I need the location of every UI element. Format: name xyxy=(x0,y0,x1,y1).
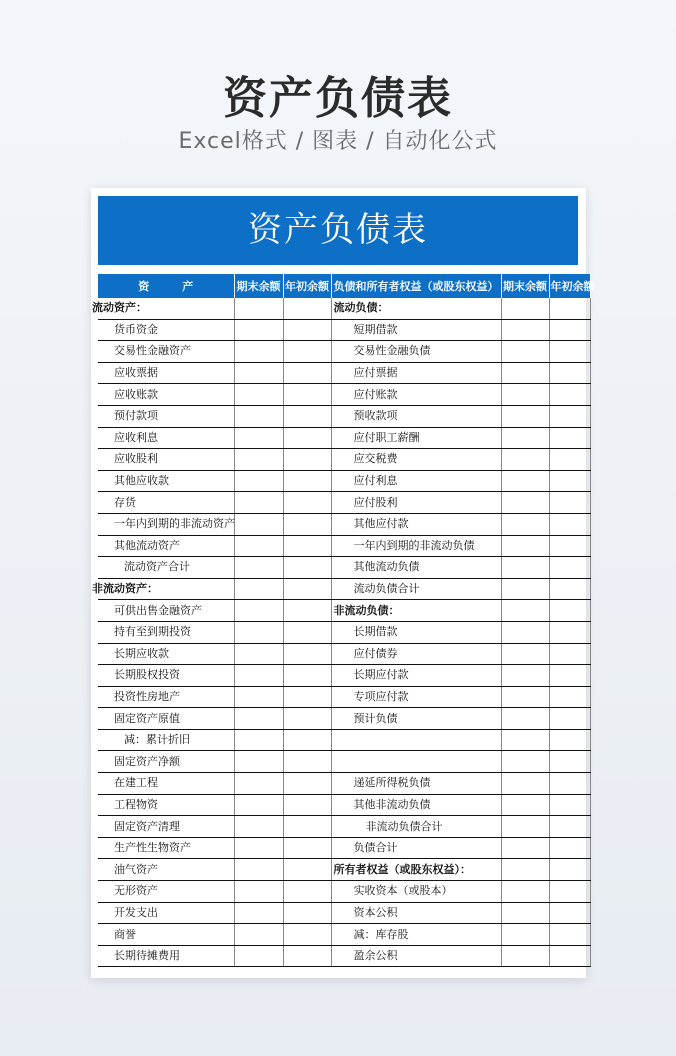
asset-end-balance-cell[interactable] xyxy=(234,362,283,384)
header-row xyxy=(98,274,590,298)
asset-label-cell[interactable]: 工程物资 xyxy=(98,794,234,816)
liability-label-cell[interactable]: 应付股利 xyxy=(331,492,501,514)
table-row xyxy=(98,427,590,449)
asset-label-cell[interactable]: 无形资产 xyxy=(98,881,234,903)
liability-end-balance-cell[interactable] xyxy=(501,708,549,730)
table-row xyxy=(98,794,590,816)
asset-label-cell[interactable]: 在建工程 xyxy=(98,773,234,795)
liability-begin-balance-cell[interactable] xyxy=(549,859,590,881)
liability-end-balance-cell[interactable] xyxy=(501,470,549,492)
asset-label-cell[interactable]: 固定资产清理 xyxy=(98,816,234,838)
liability-label-cell[interactable]: 流动负债合计 xyxy=(331,578,501,600)
asset-begin-balance-cell[interactable] xyxy=(283,513,331,535)
asset-begin-balance-cell[interactable] xyxy=(283,298,331,319)
asset-end-balance-cell[interactable] xyxy=(234,794,283,816)
liability-begin-balance-cell[interactable] xyxy=(549,837,590,859)
header-assets: 资 产 xyxy=(98,274,234,298)
asset-end-balance-cell[interactable] xyxy=(234,686,283,708)
asset-label-cell[interactable]: 长期股权投资 xyxy=(98,665,234,687)
liability-begin-balance-cell[interactable] xyxy=(549,945,590,967)
liability-begin-balance-cell[interactable] xyxy=(549,686,590,708)
liability-label-cell[interactable]: 应交税费 xyxy=(331,449,501,471)
liability-end-balance-cell[interactable] xyxy=(501,405,549,427)
balance-sheet-viewport xyxy=(92,274,595,969)
liability-end-balance-cell[interactable] xyxy=(501,794,549,816)
liability-label-cell[interactable]: 负债合计 xyxy=(331,837,501,859)
sheet-card xyxy=(91,188,595,978)
liability-end-balance-cell[interactable] xyxy=(501,319,549,341)
asset-begin-balance-cell[interactable] xyxy=(283,341,331,363)
asset-begin-balance-cell[interactable] xyxy=(283,729,331,751)
balance-sheet-table xyxy=(92,274,595,967)
liability-end-balance-cell[interactable] xyxy=(501,773,549,795)
table-row xyxy=(98,492,590,514)
liability-begin-balance-cell[interactable] xyxy=(549,578,590,600)
asset-begin-balance-cell[interactable] xyxy=(283,427,331,449)
liability-label-cell[interactable]: 其他非流动负债 xyxy=(331,794,501,816)
table-row xyxy=(98,859,590,881)
table-row xyxy=(98,881,590,903)
asset-label-cell[interactable]: 非流动资产： xyxy=(98,578,234,600)
liability-label-cell[interactable]: 预收款项 xyxy=(331,405,501,427)
asset-begin-balance-cell[interactable] xyxy=(283,470,331,492)
liability-end-balance-cell[interactable] xyxy=(501,427,549,449)
liability-end-balance-cell[interactable] xyxy=(501,881,549,903)
liability-begin-balance-cell[interactable] xyxy=(549,470,590,492)
liability-begin-balance-cell[interactable] xyxy=(549,621,590,643)
liability-label-cell[interactable]: 交易性金融负债 xyxy=(331,341,501,363)
asset-begin-balance-cell[interactable] xyxy=(283,945,331,967)
liability-label-cell[interactable]: 应付债券 xyxy=(331,643,501,665)
asset-label-cell[interactable]: 持有至到期投资 xyxy=(98,621,234,643)
liability-end-balance-cell[interactable] xyxy=(501,341,549,363)
liability-end-balance-cell[interactable] xyxy=(501,362,549,384)
asset-end-balance-cell[interactable] xyxy=(234,816,283,838)
liability-begin-balance-cell[interactable] xyxy=(549,513,590,535)
table-row xyxy=(98,643,590,665)
page-subtitle: Excel格式 / 图表 / 自动化公式 xyxy=(178,129,498,154)
liability-begin-balance-cell[interactable] xyxy=(549,902,590,924)
table-row xyxy=(98,902,590,924)
liability-label-cell[interactable]: 所有者权益（或股东权益）： xyxy=(331,859,501,881)
asset-end-balance-cell[interactable] xyxy=(234,773,283,795)
asset-label-cell[interactable]: 开发支出 xyxy=(98,902,234,924)
liability-begin-balance-cell[interactable] xyxy=(549,557,590,579)
liability-end-balance-cell[interactable] xyxy=(501,578,549,600)
asset-begin-balance-cell[interactable] xyxy=(283,773,331,795)
liability-begin-balance-cell[interactable] xyxy=(549,665,590,687)
table-row xyxy=(98,362,590,384)
table-row xyxy=(98,816,590,838)
asset-begin-balance-cell[interactable] xyxy=(283,643,331,665)
liability-begin-balance-cell[interactable] xyxy=(549,751,590,773)
liability-label-cell[interactable]: 专项应付款 xyxy=(331,686,501,708)
asset-end-balance-cell[interactable] xyxy=(234,578,283,600)
asset-label-cell[interactable]: 应收利息 xyxy=(98,427,234,449)
liability-label-cell[interactable]: 实收资本（或股本） xyxy=(331,881,501,903)
header-liabilities-equity: 负债和所有者权益（或股东权益） xyxy=(331,274,501,298)
liability-end-balance-cell[interactable] xyxy=(501,859,549,881)
asset-begin-balance-cell[interactable] xyxy=(283,794,331,816)
asset-label-cell[interactable]: 存货 xyxy=(98,492,234,514)
liability-begin-balance-cell[interactable] xyxy=(549,729,590,751)
asset-end-balance-cell[interactable] xyxy=(234,470,283,492)
liability-begin-balance-cell[interactable] xyxy=(549,405,590,427)
asset-label-cell[interactable]: 其他应收款 xyxy=(98,470,234,492)
table-row xyxy=(98,686,590,708)
asset-begin-balance-cell[interactable] xyxy=(283,708,331,730)
asset-begin-balance-cell[interactable] xyxy=(283,405,331,427)
asset-label-cell[interactable]: 流动资产合计 xyxy=(98,557,234,579)
liability-end-balance-cell[interactable] xyxy=(501,513,549,535)
asset-end-balance-cell[interactable] xyxy=(234,665,283,687)
asset-end-balance-cell[interactable] xyxy=(234,708,283,730)
asset-begin-balance-cell[interactable] xyxy=(283,924,331,946)
asset-end-balance-cell[interactable] xyxy=(234,600,283,622)
liability-end-balance-cell[interactable] xyxy=(501,535,549,557)
liability-label-cell[interactable]: 应付职工薪酬 xyxy=(331,427,501,449)
liability-label-cell[interactable]: 预计负债 xyxy=(331,708,501,730)
asset-label-cell[interactable]: 投资性房地产 xyxy=(98,686,234,708)
asset-label-cell[interactable]: 一年内到期的非流动资产 xyxy=(98,513,234,535)
table-row xyxy=(98,405,590,427)
asset-end-balance-cell[interactable] xyxy=(234,405,283,427)
liability-label-cell[interactable]: 非流动负债合计 xyxy=(331,816,501,838)
asset-begin-balance-cell[interactable] xyxy=(283,816,331,838)
asset-label-cell[interactable]: 长期待摊费用 xyxy=(98,945,234,967)
asset-begin-balance-cell[interactable] xyxy=(283,902,331,924)
liability-end-balance-cell[interactable] xyxy=(501,945,549,967)
asset-end-balance-cell[interactable] xyxy=(234,729,283,751)
liability-label-cell[interactable]: 资本公积 xyxy=(331,902,501,924)
asset-end-balance-cell[interactable] xyxy=(234,751,283,773)
liability-end-balance-cell[interactable] xyxy=(501,621,549,643)
liability-begin-balance-cell[interactable] xyxy=(549,341,590,363)
liability-begin-balance-cell[interactable] xyxy=(549,298,590,319)
asset-end-balance-cell[interactable] xyxy=(234,492,283,514)
asset-label-cell[interactable]: 应收股利 xyxy=(98,449,234,471)
liability-begin-balance-cell[interactable] xyxy=(549,773,590,795)
liability-end-balance-cell[interactable] xyxy=(501,729,549,751)
table-row xyxy=(98,837,590,859)
liability-begin-balance-cell[interactable] xyxy=(549,362,590,384)
liability-end-balance-cell[interactable] xyxy=(501,665,549,687)
asset-label-cell[interactable]: 应收票据 xyxy=(98,362,234,384)
asset-begin-balance-cell[interactable] xyxy=(283,837,331,859)
asset-end-balance-cell[interactable] xyxy=(234,384,283,406)
asset-end-balance-cell[interactable] xyxy=(234,643,283,665)
liability-begin-balance-cell[interactable] xyxy=(549,794,590,816)
asset-begin-balance-cell[interactable] xyxy=(283,686,331,708)
table-row xyxy=(98,621,590,643)
table-row xyxy=(98,729,590,751)
asset-end-balance-cell[interactable] xyxy=(234,449,283,471)
liability-begin-balance-cell[interactable] xyxy=(549,319,590,341)
table-row xyxy=(98,708,590,730)
liability-label-cell[interactable]: 其他应付款 xyxy=(331,513,501,535)
asset-end-balance-cell[interactable] xyxy=(234,557,283,579)
asset-begin-balance-cell[interactable] xyxy=(283,621,331,643)
asset-begin-balance-cell[interactable] xyxy=(283,881,331,903)
table-row xyxy=(98,665,590,687)
table-row xyxy=(98,535,590,557)
liability-begin-balance-cell[interactable] xyxy=(549,384,590,406)
asset-end-balance-cell[interactable] xyxy=(234,298,283,319)
header-end-balance-2: 期末余额 xyxy=(501,274,549,298)
table-row xyxy=(98,578,590,600)
asset-label-cell[interactable]: 应收账款 xyxy=(98,384,234,406)
table-row xyxy=(98,298,590,319)
asset-end-balance-cell[interactable] xyxy=(234,513,283,535)
liability-label-cell[interactable]: 应付票据 xyxy=(331,362,501,384)
liability-end-balance-cell[interactable] xyxy=(501,449,549,471)
asset-begin-balance-cell[interactable] xyxy=(283,665,331,687)
asset-label-cell[interactable]: 流动资产： xyxy=(98,298,234,319)
table-row xyxy=(98,513,590,535)
asset-end-balance-cell[interactable] xyxy=(234,902,283,924)
asset-begin-balance-cell[interactable] xyxy=(283,492,331,514)
asset-label-cell[interactable]: 减：累计折旧 xyxy=(98,729,234,751)
asset-label-cell[interactable]: 固定资产净额 xyxy=(98,751,234,773)
liability-label-cell[interactable]: 非流动负债： xyxy=(331,600,501,622)
liability-begin-balance-cell[interactable] xyxy=(549,535,590,557)
asset-begin-balance-cell[interactable] xyxy=(283,859,331,881)
liability-begin-balance-cell[interactable] xyxy=(549,881,590,903)
asset-begin-balance-cell[interactable] xyxy=(283,600,331,622)
asset-begin-balance-cell[interactable] xyxy=(283,362,331,384)
liability-begin-balance-cell[interactable] xyxy=(549,600,590,622)
liability-end-balance-cell[interactable] xyxy=(501,924,549,946)
liability-begin-balance-cell[interactable] xyxy=(549,492,590,514)
table-row xyxy=(98,470,590,492)
asset-label-cell[interactable]: 油气资产 xyxy=(98,859,234,881)
asset-begin-balance-cell[interactable] xyxy=(283,449,331,471)
liability-end-balance-cell[interactable] xyxy=(501,492,549,514)
header-begin-balance: 年初余额 xyxy=(283,274,331,298)
table-row xyxy=(98,319,590,341)
liability-end-balance-cell[interactable] xyxy=(501,384,549,406)
table-row xyxy=(98,384,590,406)
asset-end-balance-cell[interactable] xyxy=(234,319,283,341)
table-row xyxy=(98,449,590,471)
liability-begin-balance-cell[interactable] xyxy=(549,643,590,665)
liability-begin-balance-cell[interactable] xyxy=(549,708,590,730)
liability-end-balance-cell[interactable] xyxy=(501,557,549,579)
page-title: 资产负债表 xyxy=(223,73,453,124)
asset-end-balance-cell[interactable] xyxy=(234,427,283,449)
liability-label-cell[interactable]: 减：库存股 xyxy=(331,924,501,946)
asset-label-cell[interactable]: 固定资产原值 xyxy=(98,708,234,730)
liability-label-cell[interactable]: 一年内到期的非流动负债 xyxy=(331,535,501,557)
sheet-banner: 资产负债表 xyxy=(98,196,578,265)
asset-label-cell[interactable]: 商誉 xyxy=(98,924,234,946)
asset-label-cell[interactable]: 生产性生物资产 xyxy=(98,837,234,859)
asset-begin-balance-cell[interactable] xyxy=(283,557,331,579)
liability-end-balance-cell[interactable] xyxy=(501,902,549,924)
asset-label-cell[interactable]: 交易性金融资产 xyxy=(98,341,234,363)
liability-label-cell[interactable]: 递延所得税负债 xyxy=(331,773,501,795)
asset-label-cell[interactable]: 货币资金 xyxy=(98,319,234,341)
asset-begin-balance-cell[interactable] xyxy=(283,535,331,557)
asset-end-balance-cell[interactable] xyxy=(234,621,283,643)
table-row xyxy=(98,773,590,795)
asset-end-balance-cell[interactable] xyxy=(234,881,283,903)
asset-begin-balance-cell[interactable] xyxy=(283,319,331,341)
asset-begin-balance-cell[interactable] xyxy=(283,751,331,773)
liability-label-cell[interactable]: 盈余公积 xyxy=(331,945,501,967)
table-row xyxy=(98,751,590,773)
liability-label-cell[interactable]: 其他流动负债 xyxy=(331,557,501,579)
table-row xyxy=(98,924,590,946)
asset-label-cell[interactable]: 长期应收款 xyxy=(98,643,234,665)
header-begin-balance-2: 年初余额 xyxy=(549,274,590,298)
liability-end-balance-cell[interactable] xyxy=(501,643,549,665)
liability-begin-balance-cell[interactable] xyxy=(549,449,590,471)
asset-begin-balance-cell[interactable] xyxy=(283,384,331,406)
liability-end-balance-cell[interactable] xyxy=(501,600,549,622)
liability-label-cell[interactable]: 流动负债： xyxy=(331,298,501,319)
liability-label-cell[interactable]: 短期借款 xyxy=(331,319,501,341)
liability-end-balance-cell[interactable] xyxy=(501,298,549,319)
liability-begin-balance-cell[interactable] xyxy=(549,427,590,449)
header-end-balance: 期末余额 xyxy=(234,274,283,298)
liability-end-balance-cell[interactable] xyxy=(501,816,549,838)
table-row xyxy=(98,945,590,967)
table-row xyxy=(98,557,590,579)
liability-end-balance-cell[interactable] xyxy=(501,751,549,773)
liability-label-cell[interactable] xyxy=(331,751,501,773)
asset-begin-balance-cell[interactable] xyxy=(283,578,331,600)
asset-label-cell[interactable]: 预付款项 xyxy=(98,405,234,427)
table-row xyxy=(98,341,590,363)
liability-begin-balance-cell[interactable] xyxy=(549,924,590,946)
asset-end-balance-cell[interactable] xyxy=(234,859,283,881)
asset-end-balance-cell[interactable] xyxy=(234,924,283,946)
asset-end-balance-cell[interactable] xyxy=(234,535,283,557)
liability-end-balance-cell[interactable] xyxy=(501,837,549,859)
asset-end-balance-cell[interactable] xyxy=(234,945,283,967)
table-row xyxy=(98,600,590,622)
asset-end-balance-cell[interactable] xyxy=(234,341,283,363)
asset-label-cell[interactable]: 可供出售金融资产 xyxy=(98,600,234,622)
liability-end-balance-cell[interactable] xyxy=(501,686,549,708)
liability-begin-balance-cell[interactable] xyxy=(549,816,590,838)
liability-label-cell[interactable]: 应付利息 xyxy=(331,470,501,492)
asset-label-cell[interactable]: 其他流动资产 xyxy=(98,535,234,557)
liability-label-cell[interactable]: 长期应付款 xyxy=(331,665,501,687)
liability-label-cell[interactable]: 应付账款 xyxy=(331,384,501,406)
liability-label-cell[interactable] xyxy=(331,729,501,751)
asset-end-balance-cell[interactable] xyxy=(234,837,283,859)
liability-label-cell[interactable]: 长期借款 xyxy=(331,621,501,643)
